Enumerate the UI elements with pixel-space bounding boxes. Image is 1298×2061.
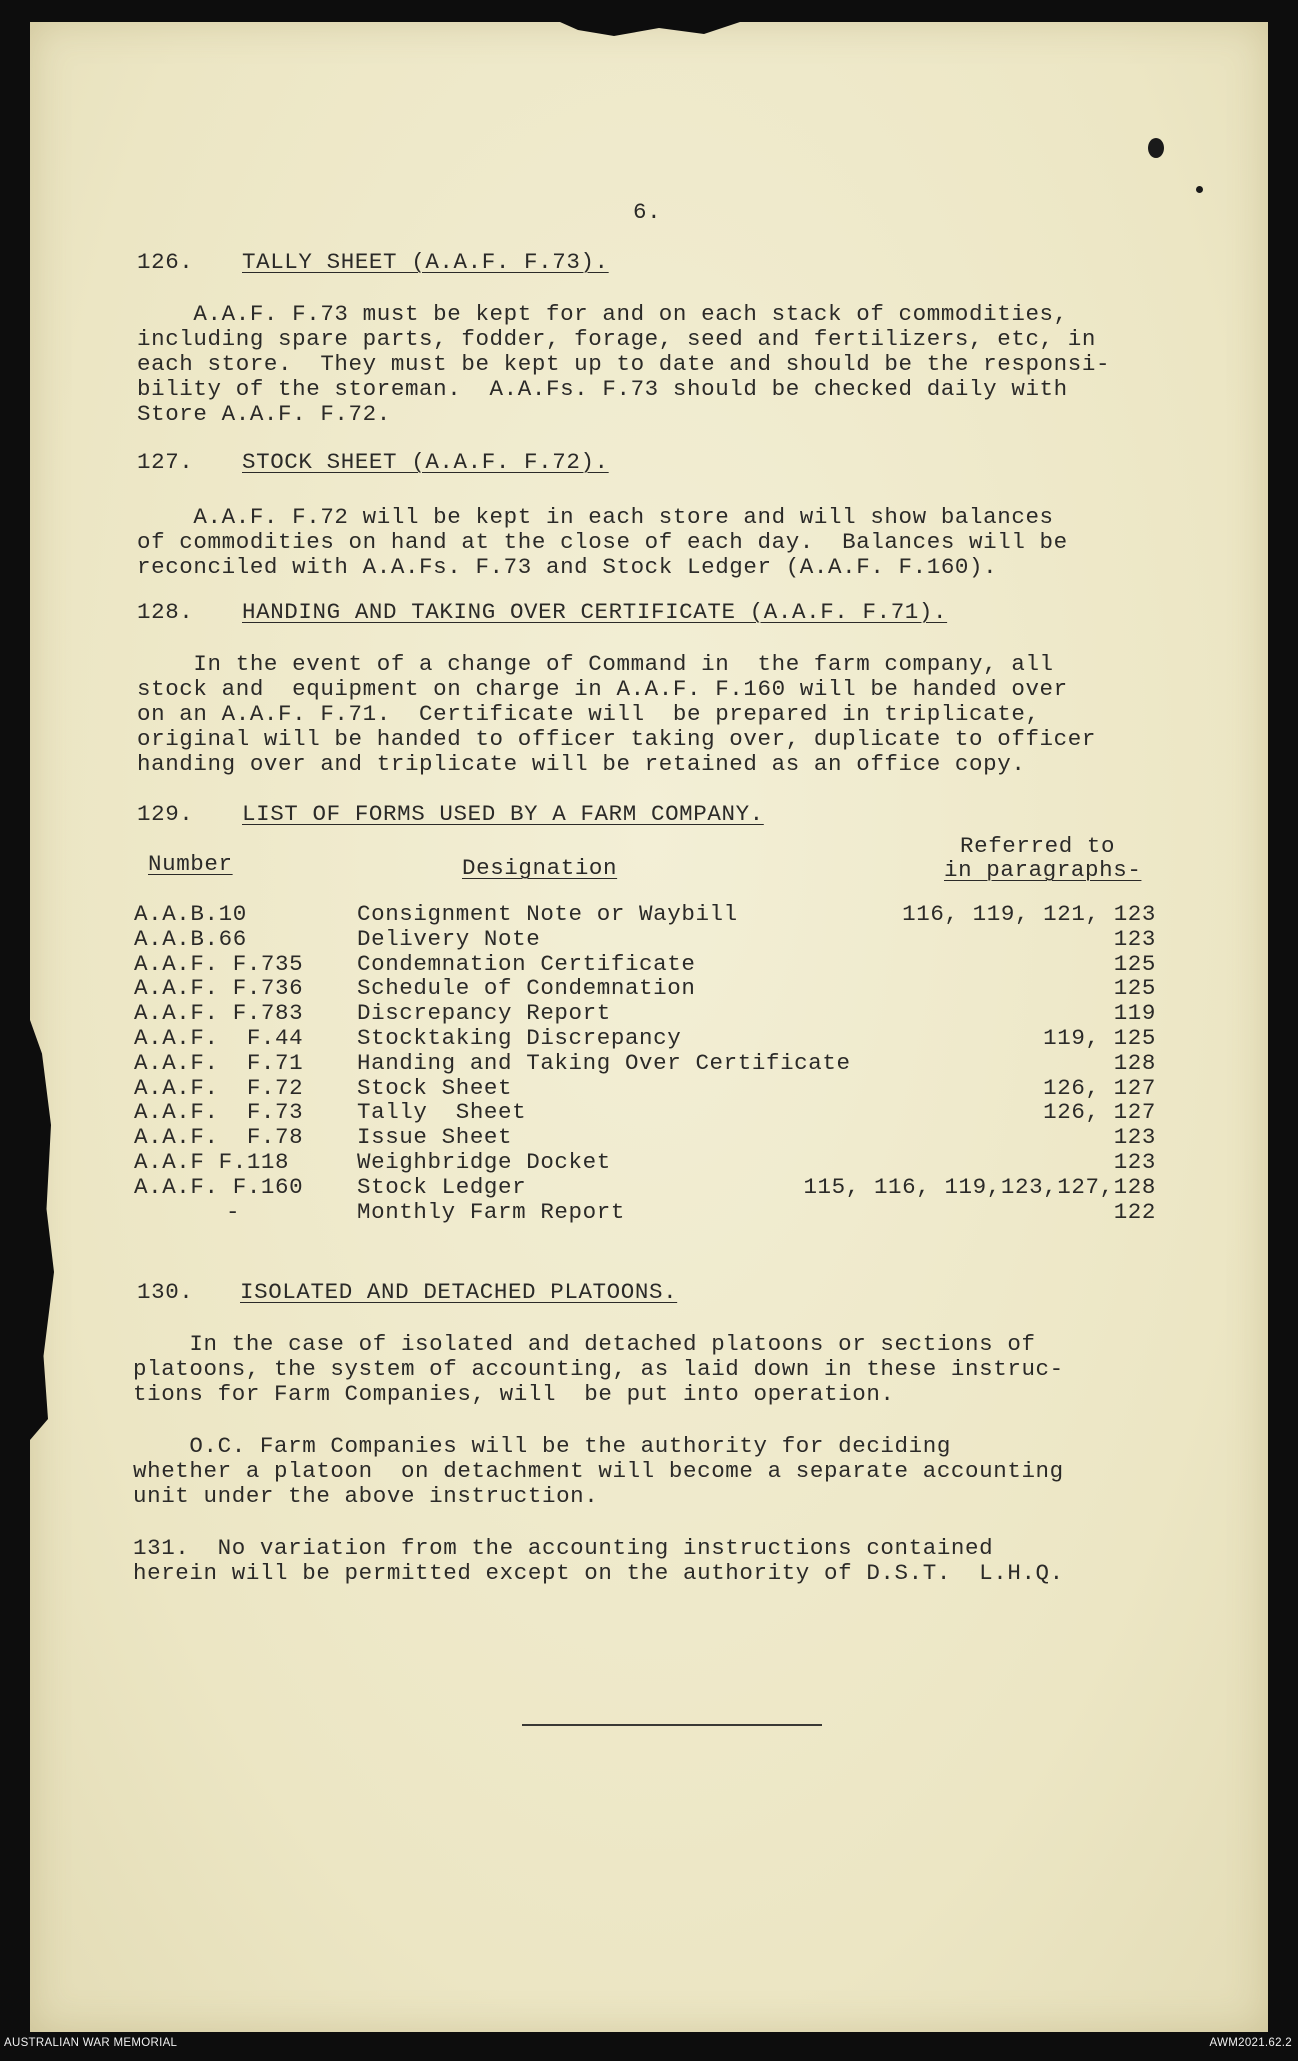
form-number: A.A.F. F.73 [134,1099,304,1125]
form-paragraph-refs: 128 [1113,1050,1156,1076]
section-body [133,1536,1173,1586]
section-body [133,1332,1173,1407]
form-paragraph-refs: 123 [1113,926,1156,952]
table-row [0,1150,1298,1175]
archive-credit: AUSTRALIAN WAR MEMORIAL [4,2037,178,2049]
body-line: original will be handed to officer taking over, duplicate to officer [137,726,1096,752]
form-designation: Discrepancy Report [357,1000,611,1026]
table-row [0,902,1298,927]
table-row [0,1026,1298,1051]
body-line: tions for Farm Companies, will be put into operation. [133,1381,895,1407]
form-designation: Handing and Taking Over Certificate [357,1050,851,1076]
body-line: O.C. Farm Companies will be the authority for deciding [133,1433,951,1459]
table-row [0,1001,1298,1026]
form-number: A.A.F. F.71 [134,1050,304,1076]
section-title: LIST OF FORMS USED BY A FARM COMPANY. [242,801,764,827]
section-number: 127. [137,449,194,475]
form-number: A.A.F. F.44 [134,1025,304,1051]
body-line: including spare parts, fodder, forage, seed and fertilizers, etc, in [137,326,1096,352]
form-number: A.A.F. F.735 [134,951,304,977]
body-line: A.A.F. F.72 will be kept in each store and will show balances [137,504,1054,530]
form-number: A.A.B.10 [134,901,247,927]
body-line: of commodities on hand at the close of each day. Balances will be [137,529,1068,555]
section-number: 128. [137,599,194,625]
closing-rule [522,1724,822,1726]
archive-reference: AWM2021.62.2 [1209,2037,1292,2049]
body-line: herein will be permitted except on the authority of D.S.T. L.H.Q. [133,1560,1064,1586]
form-number: A.A.F. F.783 [134,1000,304,1026]
body-line: stock and equipment on charge in A.A.F. F.160 will be handed over [137,676,1068,702]
form-number: A.A.F. F.160 [134,1174,304,1200]
form-designation: Stock Sheet [357,1075,513,1101]
section-number: 129. [137,801,194,827]
form-designation: Monthly Farm Report [357,1199,625,1225]
form-paragraph-refs: 125 [1113,975,1156,1001]
section-body [137,302,1177,427]
body-line: In the event of a change of Command in the farm company, all [137,651,1054,677]
form-number: A.A.F F.118 [134,1149,290,1175]
form-paragraph-refs: 116, 119, 121, 123 [902,901,1156,927]
section-title: HANDING AND TAKING OVER CERTIFICATE (A.A.F. F.71). [242,599,948,625]
table-row [0,1051,1298,1076]
form-designation: Schedule of Condemnation [357,975,696,1001]
form-designation: Stock Ledger [357,1174,527,1200]
form-number: A.A.F. F.78 [134,1124,304,1150]
form-paragraph-refs: 119 [1113,1000,1156,1026]
form-paragraph-refs: 123 [1113,1149,1156,1175]
form-designation: Issue Sheet [357,1124,513,1150]
form-paragraph-refs: 115, 116, 119,123,127,128 [803,1174,1156,1200]
form-designation: Consignment Note or Waybill [357,901,738,927]
body-line: handing over and triplicate will be retained as an office copy. [137,751,1026,777]
body-line: whether a platoon on detachment will become a separate accounting [133,1458,1064,1484]
table-row [0,1076,1298,1101]
body-line: platoons, the system of accounting, as laid down in these instruc- [133,1356,1064,1382]
form-number: A.A.B.66 [134,926,247,952]
section-body [133,1434,1173,1509]
form-paragraph-refs: 126, 127 [1043,1099,1156,1125]
column-header-referred: Referred to [960,833,1116,859]
page-number: 6. [633,199,662,225]
punch-hole [1148,138,1164,158]
form-paragraph-refs: 126, 127 [1043,1075,1156,1101]
body-line: reconciled with A.A.Fs. F.73 and Stock Ledger (A.A.F. F.160). [137,554,998,580]
table-row [0,1200,1298,1225]
punch-hole [1196,186,1203,193]
table-row [0,927,1298,952]
body-line: Store A.A.F. F.72. [137,401,391,427]
section-title: ISOLATED AND DETACHED PLATOONS. [240,1279,678,1305]
column-header-referred: in paragraphs- [944,857,1142,883]
section-number: 126. [137,249,194,275]
body-line: unit under the above instruction. [133,1483,599,1509]
form-designation: Delivery Note [357,926,541,952]
form-designation: Weighbridge Docket [357,1149,611,1175]
form-number: - [226,1199,241,1225]
form-number: A.A.F. F.736 [134,975,304,1001]
form-number: A.A.F. F.72 [134,1075,304,1101]
section-body [137,652,1177,777]
form-paragraph-refs: 122 [1113,1199,1156,1225]
table-row [0,1175,1298,1200]
form-designation: Stocktaking Discrepancy [357,1025,682,1051]
body-line: on an A.A.F. F.71. Certificate will be prepared in triplicate, [137,701,1040,727]
column-header-designation: Designation [462,855,618,881]
form-paragraph-refs: 125 [1113,951,1156,977]
section-number: 130. [137,1279,194,1305]
form-designation: Condemnation Certificate [357,951,696,977]
table-row [0,1125,1298,1150]
table-row [0,952,1298,977]
body-line: 131. No variation from the accounting instructions contained [133,1535,994,1561]
table-row [0,1100,1298,1125]
column-header-number: Number [148,851,233,877]
table-row [0,976,1298,1001]
form-designation: Tally Sheet [357,1099,527,1125]
section-body [137,505,1177,580]
body-line: A.A.F. F.73 must be kept for and on each stack of commodities, [137,301,1068,327]
body-line: In the case of isolated and detached platoons or sections of [133,1331,1036,1357]
section-title: TALLY SHEET (A.A.F. F.73). [242,249,609,275]
form-paragraph-refs: 119, 125 [1043,1025,1156,1051]
body-line: each store. They must be kept up to date and should be the responsi- [137,351,1111,377]
body-line: bility of the storeman. A.A.Fs. F.73 should be checked daily with [137,376,1068,402]
form-paragraph-refs: 123 [1113,1124,1156,1150]
section-title: STOCK SHEET (A.A.F. F.72). [242,449,609,475]
